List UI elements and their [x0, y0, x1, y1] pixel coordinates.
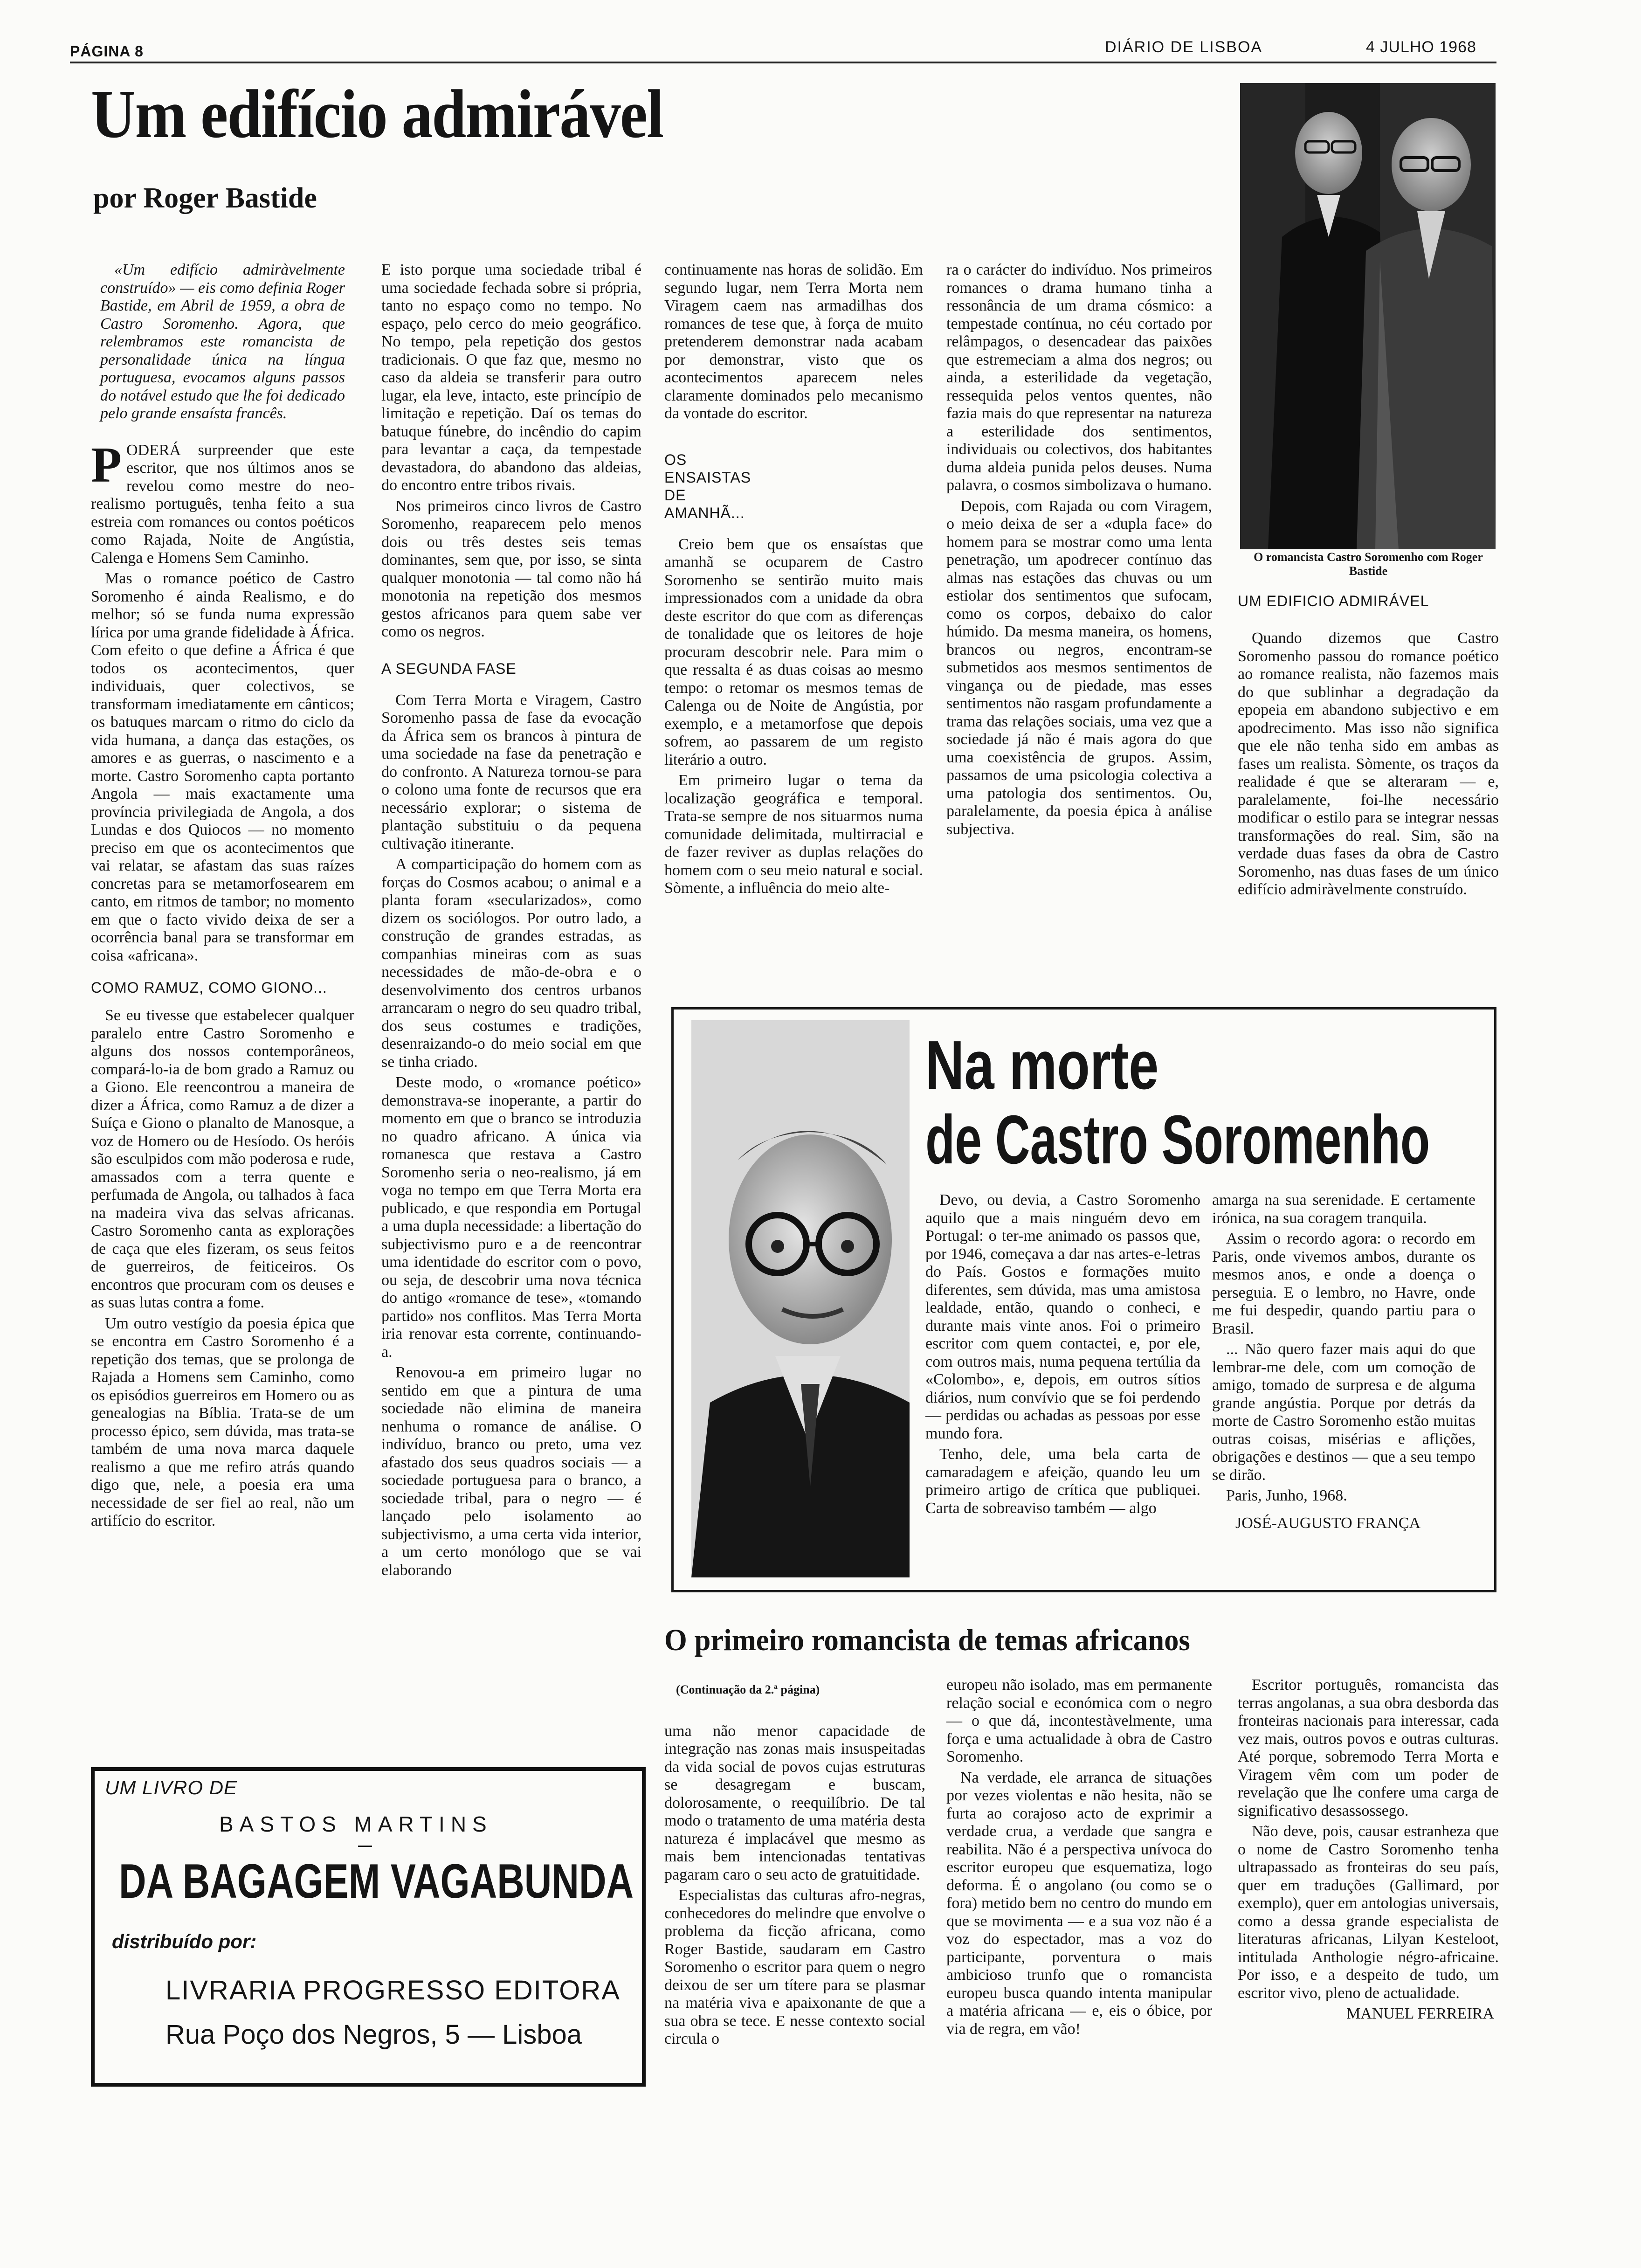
obituary-column-left	[925, 1191, 1200, 1520]
paragraph: Assim o recordo agora: o recordo em Paris, onde vivemos ambos, durante os mesmos anos, e onde a doença o perseguia. E o lembro, no Havre, onde me fui despedir, quando partiu para o Brasil.	[1212, 1230, 1476, 1337]
paragraph: continuamente nas horas de solidão. Em segundo lugar, nem Terra Morta nem Viragem caem nas armadilhas dos romances de tese que, à força de muito pretenderem demonstrar nada acabam por demonstrar, visto que os acontecimentos aparecem neles claramente dominados pelo mecanismo da vontade do escritor.	[664, 261, 923, 422]
article1-column-1	[91, 261, 354, 1533]
paragraph: Devo, ou devia, a Castro Soromenho aquilo que a mais ninguém devo em Portugal: o ter-me animado os passos que, por 1946, começava a dar nas artes-e-letras do País. Gostos e formações muito diferentes, sem dúvida, mas uma amistosa lealdade, então, quando o conheci, e durante mais vinte anos. Foi o primeiro escritor com quem contactei, e, por ele, com outros mais, numa pequena tertúlia da «Colombo», e, depois, em outros sítios diários, num convívio que se foi perdendo — perdidas ou achadas as pessoas por esse mundo fora.	[925, 1191, 1200, 1442]
photo-soromenho-bastide	[1240, 83, 1496, 549]
continuation-note: (Continuação da 2.ª página)	[676, 1683, 820, 1696]
page-number: PÁGINA 8	[70, 43, 144, 60]
article1-column-2	[381, 261, 641, 1582]
newspaper-name: DIÁRIO DE LISBOA	[1105, 38, 1263, 56]
paragraph: amarga na sua serenidade. E certamente irónica, na sua coragem tranquila.	[1212, 1191, 1476, 1227]
paragraph: Um outro vestígio da poesia épica que se encontra em Castro Soromenho é a repetição dos temas, que se prolonga de Rajada a Homens sem Caminho, como os episódios guerreiros em Homero ou as genealogias na Bíblia. Trata-se de um processo épico, sem dúvida, mas trata-se também de uma nova marca daquele realismo a que me refiro atrás quando digo que, nele, a poesia era uma necessidade de ser fiel ao real, não um artifício do escritor.	[91, 1314, 354, 1529]
obituary-title-line-2: de Castro Soromenho	[925, 1101, 1430, 1178]
paragraph: Na verdade, ele arranca de situações por vezes violentas e não hesita, não se furta ao corajoso acto de exprimir a verdade crua, a verdade que sangra e reabilita. Não é a perspectiva unívoca do escritor europeu que esquematiza, logo deforma. É o angolano (ou como se o fora) metido bem no centro do mundo em que se movimenta — e a sua voz não é a voz do espectador, mas a voz do participante, porventura o mais ambicioso trunfo que o romancista europeu busca quando intenta manipular a matéria africana — e, eis o óbice, por via de regra, em vão!	[946, 1769, 1212, 2038]
portrait-photo	[691, 1020, 910, 1577]
paragraph: Tenho, dele, uma bela carta de camaradagem e afeição, quando leu um primeiro artigo de crítica que publiquei. Carta de sobreaviso também — algo	[925, 1445, 1200, 1517]
article1-column-4	[946, 261, 1212, 841]
obituary-column-right	[1212, 1191, 1476, 1535]
paragraph: Depois, com Rajada ou com Viragem, o meio deixa de ser a «dupla face» do homem para se mostrar como uma lenta penetração, um apodrecer contínuo das almas nas estações das chuvas ou um estiolar dos sentimentos que sufocam, como os corpos, debaixo do calor húmido. Da mesma maneira, os homens, brancos ou negros, encontram-se submetidos aos mesmos sentimentos de vingança ou de piedade, mas esses sentimentos não rasgam profundamente a trama das relações sociais, uma vez que a sociedade já não é mais agora do que uma coexistência de grupos. Assim, passamos de uma psicologia colectiva a uma patologia dos sentimentos. Ou, paralelamente, da poesia épica à análise subjectiva.	[946, 497, 1212, 838]
drop-cap: P	[91, 437, 122, 493]
obituary-author: JOSÉ-AUGUSTO FRANÇA	[1235, 1514, 1421, 1532]
article2-column-3	[1238, 1676, 1499, 2026]
ad-author-underline	[358, 1846, 372, 1847]
ad-address: Rua Poço dos Negros, 5 — Lisboa	[165, 2019, 582, 2050]
byline: por Roger Bastide	[93, 182, 317, 214]
paragraph: ra o carácter do indivíduo. Nos primeiros romances o drama humano tinha a ressonância de um drama cósmico: a tempestade contínua, no céu cortado por relâmpagos, o desencadear das paixões que estremeciam a alma dos negros; ou ainda, a esterilidade da vegetação, ressequida pelos ventos quentes, não fazia mais do que representar na natureza a esterilidade dos sentimentos, individuais ou colectivos, dos habitantes duma aldeia punida pelos deuses. Numa palavra, o cosmos simbolizava o humano.	[946, 261, 1212, 494]
paragraph: Deste modo, o «romance poético» demonstrava-se inoperante, a partir do momento em que o branco se introduzia no quadro africano. A única via romanesca que restava a Castro Soromenho seria o neo-realismo, já em voga no tempo em que Terra Morta era publicado, e que respondia em Portugal a uma dupla necessidade: a libertação do subjectivismo puro e a de reencontrar uma identidade do escritor com o povo, ou seja, de descobrir uma nova técnica do antigo «romance de tese», «tomando partido» nos conflitos. Mas Terra Morta iria renovar esta corrente, continuando-a.	[381, 1074, 641, 1361]
article2-column-2	[946, 1676, 1212, 2041]
paragraph: europeu não isolado, mas em permanente relação social e económica com o negro — o que dá, incontestàvelmente, uma força e uma actualidade à obra de Castro Soromenho.	[946, 1676, 1212, 1765]
paragraph: Escritor português, romancista das terras angolanas, a sua obra desborda das fronteiras nacionais para interessar, cada vez mais, outros povos e outras culturas. Até porque, sobremodo Terra Morta e Viragem vêm com um poder de revelação que lhe confere uma carga de significativo desassossego.	[1238, 1676, 1499, 1819]
obituary-title-line-1: Na morte	[925, 1027, 1159, 1104]
paragraph: A comparticipação do homem com as forças do Cosmos acabou; o animal e a planta foram «secularizados», como dizem os sociólogos. Por outro lado, a construção de grandes estradas, as companhias mineiras com as suas necessidades de mão-de-obra e o desenvolvimento dos centros urbanos arrancaram o negro do seu quadro tribal, dos seus costumes e tradições, desenraizando-o do meio social em que se tinha criado.	[381, 856, 641, 1071]
obituary-place-date: Paris, Junho, 1968.	[1226, 1487, 1347, 1504]
paragraph: Mas o romance poético de Castro Soromenho é ainda Realismo, e do melhor; só se funda numa expressão lírica por uma grande fidelidade à África. Com efeito o que define a África é que todos os acontecimentos, quer individuais, quer colectivos, se transformam imediatamente em cânticos; os batuques marcam o ritmo do ciclo da vida humana, a dança das estações, os amores e as guerras, o nascimento e a morte. Castro Soromenho capta portanto Angola — mais exactamente uma província privilegiada de Angola, a dos Lundas e dos Quiocos — no momento preciso em que os acontecimentos que vai relatar, se afastam das suas raízes concretas para se metamorfosearem em canto, em ritmos de tambor; no momento em que o facto vivido deixa de ser a ocorrência banal para se transformar em coisa «africana».	[91, 570, 354, 964]
article1-column-3	[664, 261, 923, 900]
paragraph: Renovou-a em primeiro lugar no sentido em que a pintura de uma sociedade não elimina de maneira nenhuma o romance de análise. O indivíduo, branco ou preto, uma vez afastado dos seus quadros sociais — a sociedade portuguesa para o branco, a sociedade tribal, para o negro — é lançado pelo isolamento ao subjectivismo, a uma certa vida interior, a um certo monólogo que se vai elaborando	[381, 1364, 641, 1579]
paragraph: E isto porque uma sociedade tribal é uma sociedade fechada sobre si própria, tanto no espaço como no tempo. No espaço, pelo cerco do meio geográfico. No tempo, pela repetição dos gestos tradicionais. O que faz que, mesmo no caso da aldeia se transferir para outro lugar, ela leve, intacto, este princípio de limitação e repetição. Daí os temas do batuque fúnebre, do incêndio do capim para levantar a caça, da tempestade devastadora, do abandono das aldeias, do encontro entre tribos rivais.	[381, 261, 641, 494]
portrait-figure	[691, 1020, 910, 1577]
paragraph: uma não menor capacidade de integração nas zonas mais insuspeitadas da vida social de povos cujas estruturas se desagregam e buscam, dolorosamente, o reequilíbrio. De tal modo o tratamento de uma matéria desta natureza é implacável que mesmo as mais bem intencionadas tentativas pagaram caro o seu acto de gratuitidade.	[664, 1722, 925, 1883]
photo-caption: O romancista Castro Soromenho com Roger Bastide	[1254, 550, 1483, 578]
article2-column-1	[664, 1681, 925, 2051]
paragraph: Com Terra Morta e Viragem, Castro Soromenho passa de fase da evocação da África sem os brancos à pintura de uma sociedade na fase da penetração e do confronto. A Natureza tornou-se para o colono uma fonte de recursos que era necessário explorar; o sistema de plantação substituiu o da pequena cultivação itinerante.	[381, 691, 641, 852]
article2-title: O primeiro romancista de temas africanos	[664, 1623, 1190, 1657]
header-rule	[70, 62, 1496, 63]
paragraph: Se eu tivesse que estabelecer qualquer paralelo entre Castro Soromenho e alguns dos nossos contemporâneos, compará-lo-ia de bom grado a Ramuz ou a Giono. Ele reencontrou a maneira de dizer a África, como Ramuz a de dizer a Suíça e Giono o planalto de Manosque, a voz de Homero ou de Hesíodo. Os heróis são esculpidos com mão poderosa e rude, amassados com a terra quente e perfumada de Angola, ou talhados à faca na madeira viva das selvas africanas. Castro Soromenho canta as explorações de caça que eles fizeram, os seus feitos de guerreiros, de feiticeiros. Os encontros que procuram com os deuses e as suas lutas contra a fome.	[91, 1007, 354, 1311]
article-intro: «Um edifício admiràvelmente construído» — eis como definia Roger Bastide, em Abril de 1959, a obra de Castro Soromenho. Agora, que relembramos este romancista de personalidade única na língua portuguesa, evocamos alguns passos do notável estudo que lhe foi dedicado pelo grande ensaísta francês.	[100, 261, 345, 422]
paragraph: Em primeiro lugar o tema da localização geográfica e temporal. Trata-se sempre de nos situarmos numa comunidade delimitada, multirracial e de fazer reviver as duplas relações do homem com o seu meio natural e social. Sòmente, a influência do meio alte-	[664, 772, 923, 897]
ad-distributed-by: distribuído por:	[112, 1930, 257, 1952]
subheading: OS ENSAISTAS DE AMANHÃ...	[664, 451, 752, 521]
photo-figures	[1240, 83, 1496, 549]
ad-kicker: UM LIVRO DE	[105, 1777, 238, 1798]
paragraph: Especialistas das culturas afro-negras, conhecedores do melindre que envolve o problema da ficção africana, como Roger Bastide, saudaram em Castro Soromenho o escritor para quem o negro deixou de ser um títere para se plasmar na matéria viva e apaixonante de que a sua obra se tece. E nesse contexto social circula o	[664, 1887, 925, 2047]
paragraph: PODERÁ surpreender que este escritor, que nos últimos anos se revelou como mestre do neo-realismo português, tenha feito a sua estreia com romances ou contos poéticos como Rajada, Noite de Angústia, Calenga e Homens Sem Caminho.	[91, 437, 354, 567]
article2-author: MANUEL FERREIRA	[1346, 2005, 1494, 2022]
subheading: COMO RAMUZ, COMO GIONO...	[91, 979, 327, 996]
paragraph: Não deve, pois, causar estranheza que o nome de Castro Soromenho tenha ultrapassado as fronteiras do seu país, quer em traduções (Gallimard, por exemplo), quer em antologias universais, como a dessa grande especialista de literaturas africanas, Lilyan Kesteloot, intitulada Anthologie négro-africaine. Por isso, e a despeito de tudo, um escritor vivo, pleno de actualidade.	[1238, 1823, 1499, 2002]
ad-book-title: DA BAGAGEM VAGABUNDA	[119, 1854, 634, 1908]
subheading: A SEGUNDA FASE	[381, 660, 517, 677]
subheading: UM EDIFICIO ADMIRÁVEL	[1238, 593, 1429, 609]
issue-date: 4 JULHO 1968	[1366, 38, 1476, 56]
ad-author: BASTOS MARTINS	[219, 1812, 493, 1836]
article1-column-5	[1238, 592, 1499, 902]
paragraph: Nos primeiros cinco livros de Castro Soromenho, reaparecem pelo menos dois ou três destes seis temas dominantes, sem que, por isso, se sinta qualquer monotonia — tal como não há monotonia na repetição dos mesmos gestos africanos para quem sabe ver como os negros.	[381, 497, 641, 640]
paragraph: Creio bem que os ensaístas que amanhã se ocuparem de Castro Soromenho se sentirão muito mais impressionados com a unidade da obra deste escritor do que com as diferenças de tonalidade que os leitores de hoje procuram descobrir nele. Para mim o que ressalta é as duas coisas ao mesmo tempo: o retomar os mesmos temas de Calenga ou de Noite de Angústia, por exemplo, e a metamorfose que depois sofrem, ao passarem de um registo literário a outro.	[664, 535, 923, 768]
ad-publisher: LIVRARIA PROGRESSO EDITORA	[165, 1975, 621, 2005]
paragraph: Quando dizemos que Castro Soromenho passou do romance poético ao romance realista, não fazemos mais do que sublinhar a degradação da epopeia em abandono subjectivo e em apodrecimento. Mas isso não significa que ele não tenha sido em ambas as fases um realista. Sòmente, os traços da realidade é que se alteraram — e, paralelamente, foi-lhe necessário modificar o estilo para se integrar nessas transformações do real. Sim, são na verdade duas fases da obra de Castro Soromenho, nas duas fases de um único edifício admiràvelmente construído.	[1238, 629, 1499, 898]
paragraph: ... Não quero fazer mais aqui do que lembrar-me dele, com um comoção de amigo, tomado de surpresa e de alguma grande angústia. Porque por detrás da morte de Castro Soromenho estão muitas outras coisas, misérias e aflições, obrigações e destinos — que a seu tempo se dirão.	[1212, 1341, 1476, 1484]
article-title: Um edifício admirável	[91, 76, 663, 152]
